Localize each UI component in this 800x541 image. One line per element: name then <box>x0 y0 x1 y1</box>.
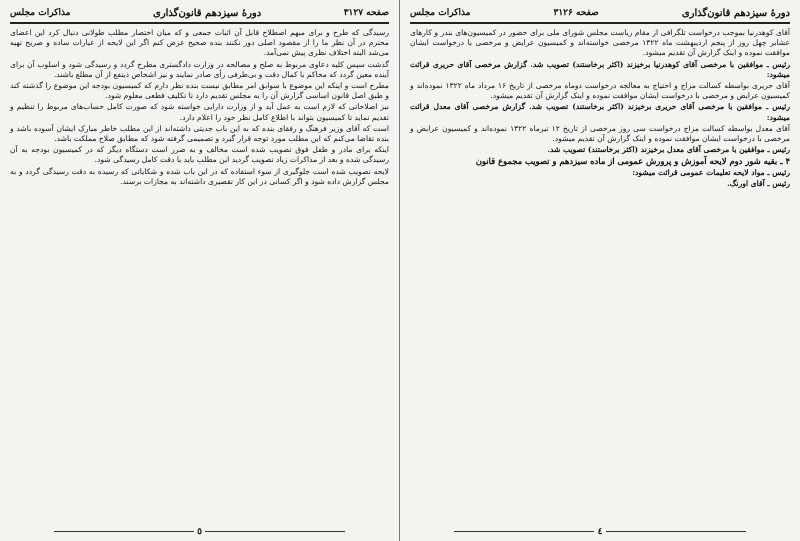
footer-rule <box>606 531 746 532</box>
paragraph: لایحه تصویب شده است جلوگیری از سوء استفاده که در این باب شده و شکایاتی که رسیده به دقت رسیدگی گردد و به مجلس گزارش داده شود و اگر کسانی در این کار تقصیری داشته‌اند به مجازات برسند. <box>10 166 389 186</box>
footer-rule <box>454 531 594 532</box>
footer-rule <box>54 531 194 532</box>
paragraph: است که آقای وزیر فرهنگ و رفقای بنده که به این باب جدیتی داشته‌اند از این مطلب خاطر مبارک ایشان آسوده باشد و بنده تقاضا می‌کنم که این مطلب مورد توجه قرار گیرد و تصمیمی گرفته شود که مطابق صلاح مملکت باشد. <box>10 123 389 144</box>
right-journal-title: مذاکرات مجلس <box>410 8 471 18</box>
left-page-label: صفحه ۳۱۲۷ <box>343 8 389 18</box>
right-page-footer <box>410 527 790 537</box>
right-page-body <box>410 28 790 189</box>
paragraph: آقای کوهدرنیا بموجب درخواست تلگرافی از مقام ریاست مجلس شورای ملی برای حضور در کمیسیون‌های بندر و کارهای عشایر چهل روز از پنجم اردیبهشت ماه ۱۳۲۲ مرخصی خواسته‌اند و کمیسیون عرایض و مرخصی با درخواست ایشان موافقت نموده و اینک گزارش آن تقدیم میشود. <box>410 28 791 58</box>
left-page-number: ٥ <box>197 527 202 537</box>
right-session-title: دورهٔ سیزدهم قانون‌گذاری <box>681 7 790 19</box>
paragraph: آقای حریری بواسطه کسالت مزاج و احتیاج به معالجه درخواست دوماه مرخصی از تاریخ ۱۶ مرداد ماه ۱۳۲۲ نموده‌اند و کمیسیون عرایض و مرخصی با درخواست ایشان موافقت نموده و اینک گزارش آن تقدیم میشود. <box>410 81 790 101</box>
left-session-title: دورهٔ سیزدهم قانون‌گذاری <box>153 7 262 19</box>
paragraph: گذشت سپس کلیه دعاوی مربوط به صلح و مصالحه در وزارت دادگستری مطرح گردد و رسیدگی شود و اسلوب آن برای آینده معین گردد که محاکم با کمال دقت و بی‌طرفی رأی صادر نمایند و نیز اشخاص ذینفع از آن مطلع باشند. <box>10 59 389 79</box>
paragraph: رئیس ـ موافقین با مرخصی آقای معدل برخیزند (اکثر برخاستند) تصویب شد. <box>547 145 790 155</box>
section-heading: ۴ ـ بقیه شور دوم لایحه آموزش و پرورش عمومی از ماده سیزدهم و تصویب مجموع قانون <box>475 156 790 167</box>
paragraph: رئیس ـ مواد لایحه تعلیمات عمومی قرائت میشود: <box>632 167 790 177</box>
paragraph: اینکه برای مادر و طفل فوق تصویب شده است مخالف و به ضرر است دستگاه دیگر که در کمیسیون بودجه به آن رسیدگی شده و بعد از مذاکرات زیاد تصویب گردید این مطلب باید با دقت کامل رسیدگی شود. <box>10 145 389 165</box>
paragraph: نیز اصلاحاتی که لازم است به عمل آید و از وزارت دارایی خواسته شود که صورت کامل حساب‌های مربوط را تنظیم و تقدیم نماید تا کمیسیون بتواند با اطلاع کامل نظر خود را اعلام دارد. <box>10 102 389 122</box>
right-page-number: ٤ <box>597 527 603 537</box>
paragraph: رئیس ـ موافقین با مرخصی آقای حریری برخیزند (اکثر برخاستند) تصویب شد. گزارش مرخصی آقای معدل قرائت میشود: <box>410 102 790 122</box>
left-page-footer <box>10 527 389 537</box>
paragraph: رئیس ـ موافقین با مرخصی آقای کوهدرنیا برخیزند (اکثر برخاستند) تصویب شد. گزارش مرخصی آقای حریری قرائت میشود: <box>410 59 790 79</box>
left-page-body <box>10 28 389 187</box>
footer-rule <box>205 531 345 532</box>
paragraph: رسیدگی که طرح و برای مبهم اصطلاح قابل آن اثبات جمعی و که میان اختصار مطلب طولانی دنبال کرد این اعضای محترم در آن نظر ما را از مقصود اصلی دور نکنند بنده صحیح عرض کنم اگر این لایحه از عبارات ساده و صریح تهیه می‌شد البته اختلاف نظری پیش نمی‌آمد. <box>10 28 389 58</box>
right-page-header <box>410 6 790 24</box>
left-page-header <box>10 6 389 24</box>
closing-line: رئیس ـ آقای اورنگ. <box>727 178 790 188</box>
right-page <box>400 0 800 541</box>
left-journal-title: مذاکرات مجلس <box>10 8 71 18</box>
paragraph: مطرح است و اینکه این موضوع با سوابق امر مطابق نیست بنده نظر دارم که کمیسیون بودجه این موضوع را گذشته کند و طبق اصل قانون اساسی گزارش آن را به مجلس تقدیم دارد تا تکلیف قطعی معلوم شود. <box>10 81 389 101</box>
right-page-label: صفحه ۳۱۲۶ <box>553 8 599 18</box>
paragraph: آقای معدل بواسطه کسالت مزاج درخواست سی روز مرخصی از تاریخ ۱۲ تیرماه ۱۳۲۲ نموده‌اند و کمیسیون عرایض و مرخصی با درخواست ایشان موافقت نموده و اینک گزارش آن تقدیم میشود. <box>410 123 790 144</box>
